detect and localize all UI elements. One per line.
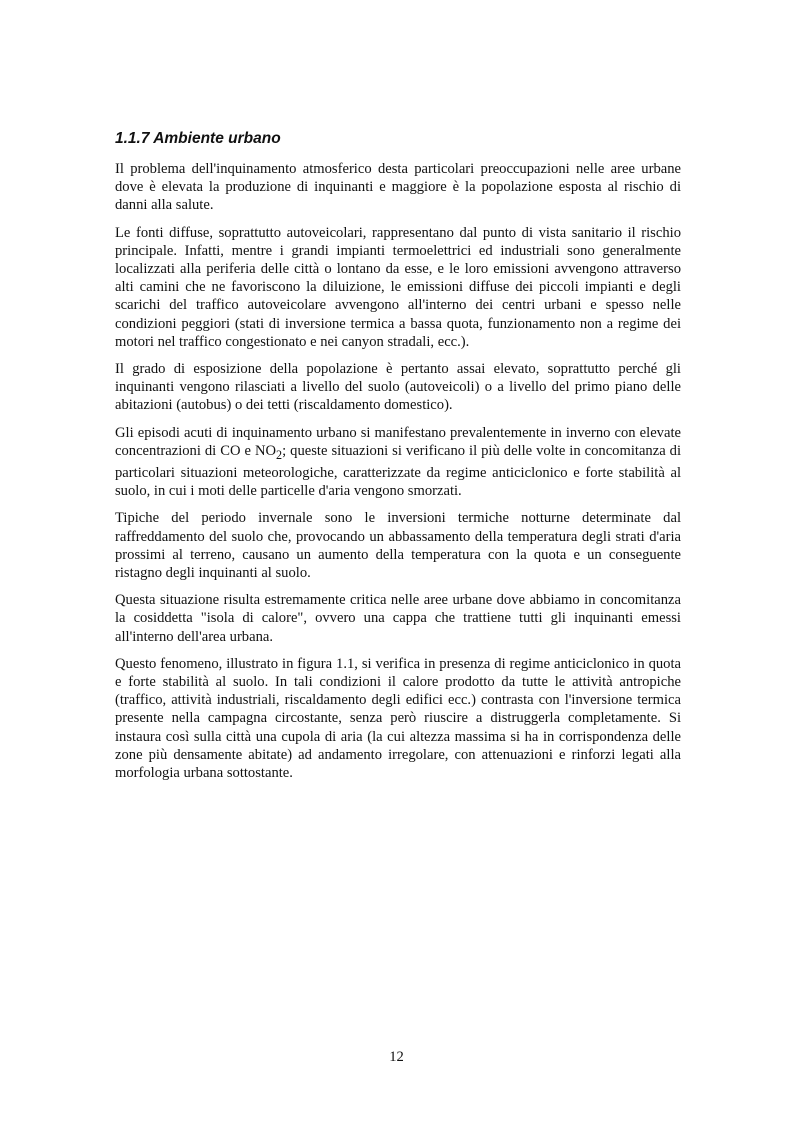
no2-subscript: 2 [276,447,283,462]
paragraph-4-text-before: Gli episodi acuti di inquinamento urbano si manifestano prevalentemente in inverno con elevate concentrazioni di CO e NO [115,424,681,459]
paragraph-4-text-after: ; queste situazioni si verificano il più delle volte in concomitanza di particolari situazioni meteorologiche, caratterizzate da regime anticiclonico e forte stabilità al suolo, in cui i moti delle particelle d'aria vengono smorzati. [115,442,682,500]
paragraph-3: Il grado di esposizione della popolazione è pertanto assai elevato, soprattutto perché gli inquinanti vengono rilasciati a livello del suolo (autoveicoli) o a livello del primo piano delle abitazioni (autobus) o dei tetti (riscaldamento domestico). [115,361,681,414]
page-number: 12 [389,1049,404,1065]
paragraph-2: Le fonti diffuse, soprattutto autoveicolari, rappresentano dal punto di vista sanitario il rischio principale. Infatti, mentre i grandi impianti termoelettrici ed industriali sono generalmente localizzati alla periferia delle città o lontano da esse, e le loro emissioni avvengono attraverso alti camini che ne favoriscono la diluizione, le emissioni diffuse dei piccoli impianti e degli scarichi del traffico autoveicolare avvengono all'interno dei centri urbani e spesso nelle condizioni peggiori (stati di inversione termica a bassa quota, funzionamento non a regime dei motori nel traffico congestionato e nei canyon stradali, ecc.). [115,224,681,350]
section-title: 1.1.7 Ambiente urbano [115,130,281,147]
paragraph-1: Il problema dell'inquinamento atmosferico desta particolari preoccupazioni nelle aree urbane dove è elevata la produzione di inquinanti e maggiore è la popolazione esposta al rischio di danni alla salute. [115,161,681,214]
paragraph-6: Questa situazione risulta estremamente critica nelle aree urbane dove abbiamo in concomitanza la cosiddetta "isola di calore", ovvero una cappa che trattiene tutti gli inquinanti emessi all'interno dell'area urbana. [115,592,681,645]
document-page [115,129,681,791]
paragraph-7: Questo fenomeno, illustrato in figura 1.1, si verifica in presenza di regime anticiclonico in quota e forte stabilità al suolo. In tali condizioni il calore prodotto da tutte le attività antropiche (traffico, attività industriali, riscaldamento degli edifici ecc.) contrasta con l'inversione termica presente nella campagna circostante, senza però riuscire a distruggerla completamente. Si instaura così sulla città una cupola di aria (la cui altezza massima si ha in corrispondenza delle zone più densamente abitate) ad andamento irregolare, con attenuazioni e rinforzi legati alla morfologia urbana sottostante. [115,655,681,781]
paragraph-5: Tipiche del periodo invernale sono le inversioni termiche notturne determinate dal raffreddamento del suolo che, provocando un abbassamento della temperatura degli strati d'aria prossimi al terreno, causano un aumento della temperatura con la quota e un conseguente ristagno degli inquinanti al suolo. [115,510,681,581]
paragraph-4 [115,424,681,501]
